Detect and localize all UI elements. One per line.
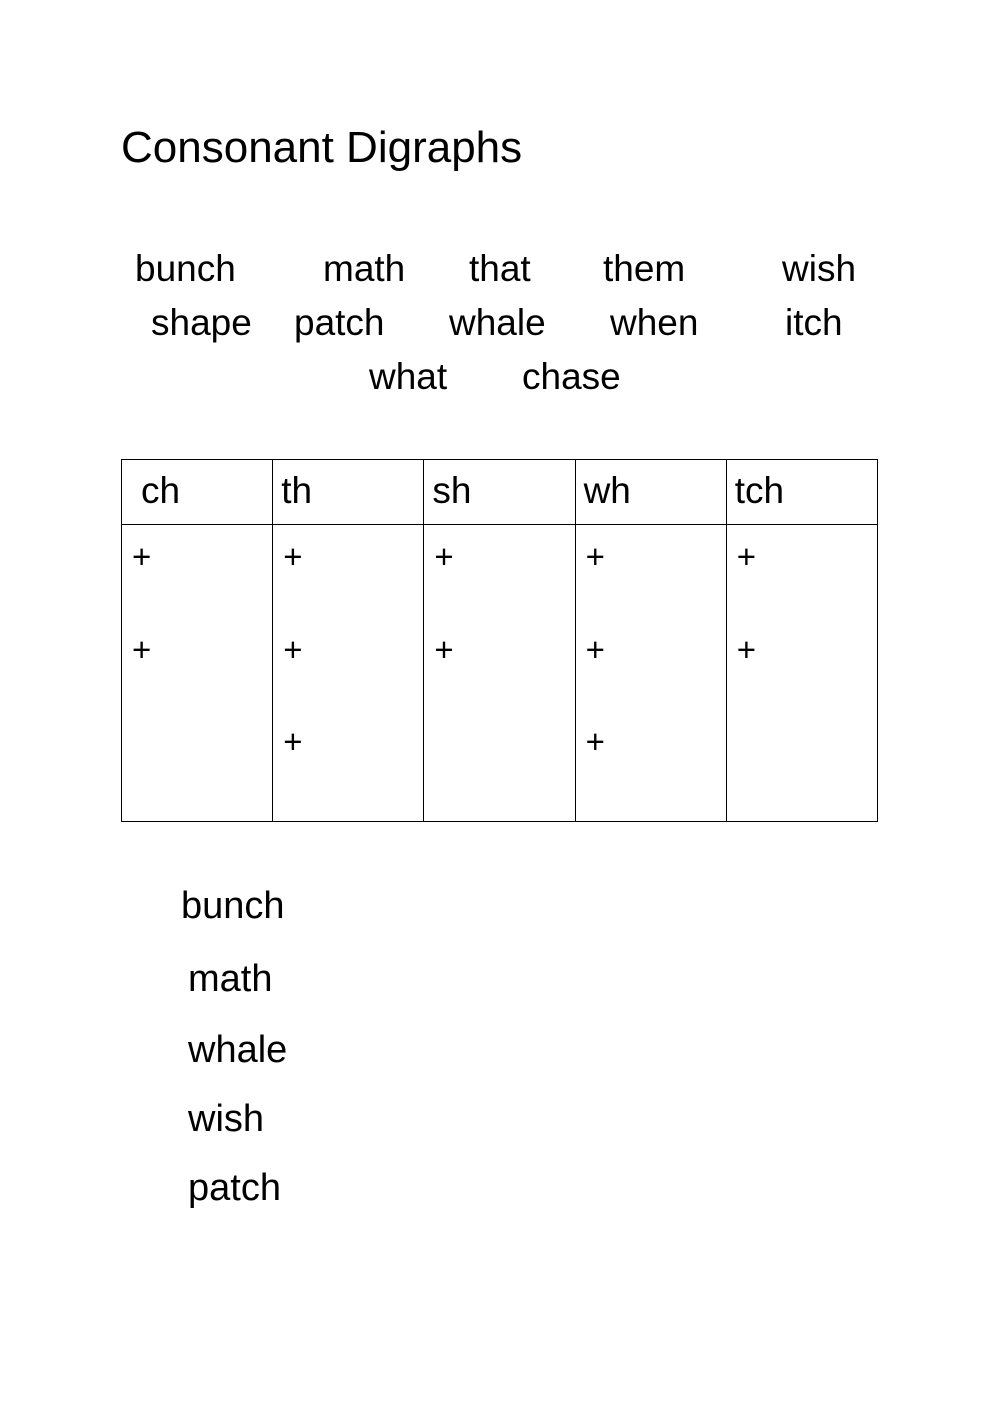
drop-slot[interactable]: +: [585, 723, 605, 760]
word-bank-item[interactable]: what: [369, 356, 448, 397]
check-word-item[interactable]: math: [188, 958, 273, 1000]
word-bank-item[interactable]: them: [603, 248, 686, 289]
column-header-label: sh: [432, 470, 472, 511]
drop-column-tch[interactable]: [726, 525, 877, 822]
word-bank-item[interactable]: that: [469, 248, 531, 289]
column-header-label: tch: [734, 470, 785, 511]
word-bank-item[interactable]: when: [610, 302, 699, 343]
drop-column-wh[interactable]: [575, 525, 726, 822]
word-bank-item[interactable]: itch: [785, 302, 843, 343]
table-row: [122, 525, 878, 822]
check-word-item[interactable]: bunch: [181, 885, 285, 927]
drop-slot[interactable]: +: [736, 538, 757, 575]
word-bank-item[interactable]: patch: [294, 302, 385, 343]
drop-slot[interactable]: +: [434, 538, 454, 575]
drop-column-th[interactable]: [273, 525, 424, 822]
drop-slot[interactable]: +: [585, 630, 605, 668]
column-header-th: [273, 460, 424, 525]
column-header-wh: [575, 460, 726, 525]
word-bank-item[interactable]: chase: [522, 356, 621, 397]
check-word-item[interactable]: patch: [188, 1167, 281, 1209]
drop-slot[interactable]: +: [132, 630, 152, 668]
column-header-label: ch: [141, 470, 181, 511]
column-header-label: wh: [583, 470, 631, 511]
check-word-item[interactable]: whale: [188, 1029, 288, 1071]
column-header-label: th: [281, 470, 313, 511]
drop-slot[interactable]: +: [736, 630, 757, 668]
drop-slot[interactable]: +: [283, 723, 303, 760]
column-header-tch: [726, 460, 877, 525]
word-bank-item[interactable]: whale: [449, 302, 546, 343]
column-header-sh: [424, 460, 575, 525]
drop-slot[interactable]: +: [283, 538, 303, 575]
drop-slot[interactable]: +: [585, 538, 605, 575]
word-bank-item[interactable]: shape: [151, 302, 252, 343]
column-header-ch: [122, 460, 273, 525]
word-bank-item[interactable]: math: [323, 248, 406, 289]
word-bank-item[interactable]: bunch: [135, 248, 236, 289]
page-title: Consonant Digraphs: [121, 123, 523, 172]
sorting-table: [121, 459, 878, 822]
check-word-item[interactable]: wish: [188, 1098, 265, 1140]
drop-slot[interactable]: +: [434, 630, 454, 668]
word-bank-item[interactable]: wish: [782, 248, 857, 289]
table-header-row: [122, 460, 878, 525]
drop-slot[interactable]: +: [283, 630, 303, 668]
drop-column-sh[interactable]: [424, 525, 575, 822]
drop-slot[interactable]: +: [132, 538, 152, 575]
drop-column-ch[interactable]: [122, 525, 273, 822]
